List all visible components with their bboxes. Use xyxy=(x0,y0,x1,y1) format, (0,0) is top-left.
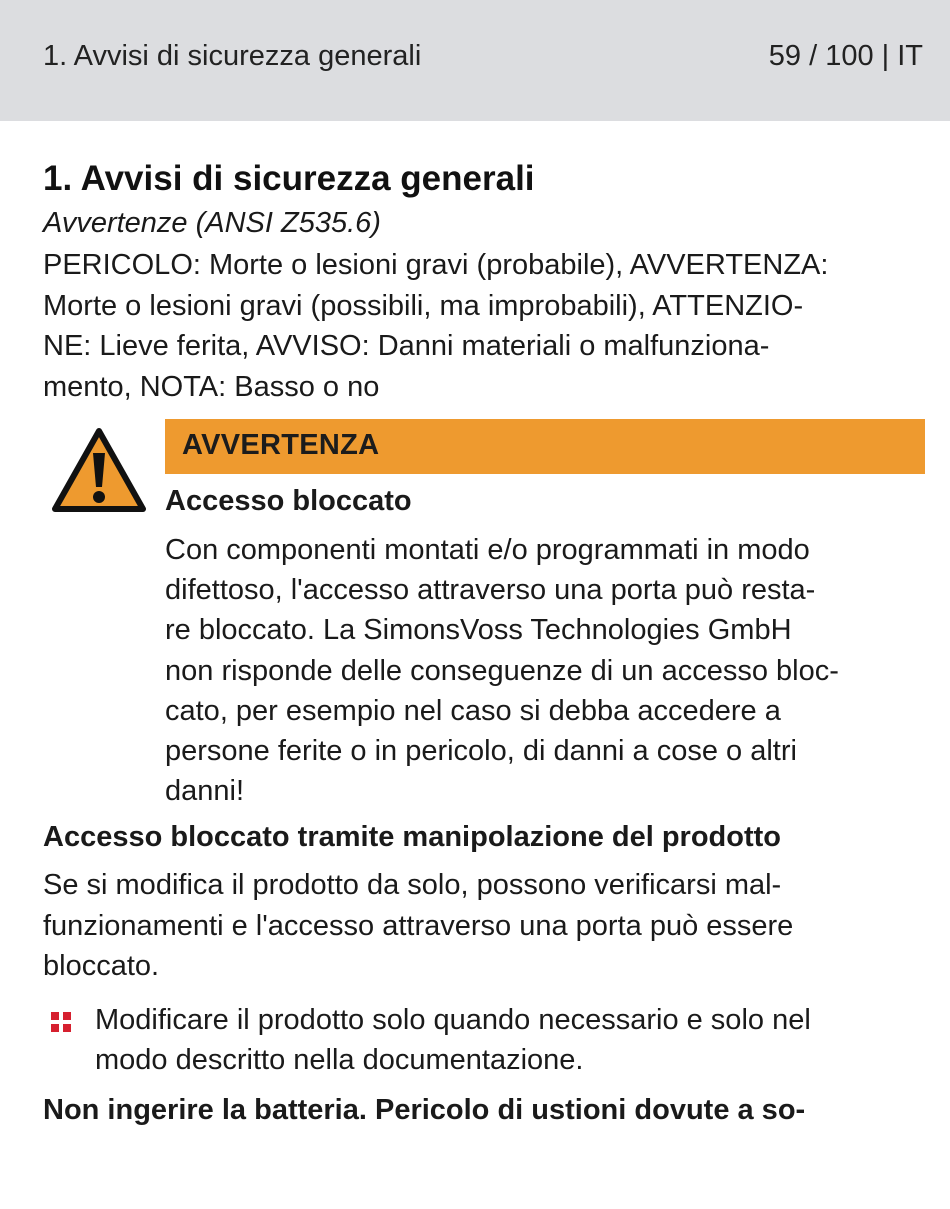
header-section-title: 1. Avvisi di sicurezza generali xyxy=(43,40,422,72)
warning-triangle-icon xyxy=(51,427,147,513)
manipulation-line: Se si modifica il prodotto da solo, possono verificarsi mal- xyxy=(43,869,782,901)
warning-line: non risponde delle conseguenze di un accesso bloc- xyxy=(165,654,839,687)
warning-line: cato, per esempio nel caso si debba accedere a xyxy=(165,694,781,727)
page-header xyxy=(0,0,950,121)
battery-heading: Non ingerire la batteria. Pericolo di ustioni dovute a so- xyxy=(43,1093,806,1126)
warning-body xyxy=(165,530,925,811)
intro-line: Morte o lesioni gravi (possibili, ma improbabili), ATTENZIO- xyxy=(43,289,804,322)
page-content xyxy=(43,155,925,1130)
warning-line: Con componenti montati e/o programmati in modo xyxy=(165,534,810,566)
warning-line: persone ferite o in pericolo, di danni a cose o altri xyxy=(165,735,797,768)
warning-heading: Accesso bloccato xyxy=(165,485,412,517)
red-grid-bullet-icon xyxy=(51,1012,71,1032)
manipulation-body xyxy=(43,865,925,987)
warning-line: danni! xyxy=(165,775,245,808)
subtitle: Avvertenze (ANSI Z535.6) xyxy=(43,207,381,239)
header-page-info: 59 / 100 | IT xyxy=(768,40,923,72)
warning-line: difettoso, l'accesso attraverso una porta può resta- xyxy=(165,574,816,607)
intro-line: PERICOLO: Morte o lesioni gravi (probabile), AVVERTENZA: xyxy=(43,249,829,281)
bullet-line: modo descritto nella documentazione. xyxy=(95,1044,584,1076)
intro-paragraph xyxy=(43,245,925,407)
manipulation-line: bloccato. xyxy=(43,950,160,982)
manipulation-line: funzionamenti e l'accesso attraverso una porta può essere xyxy=(43,909,794,942)
warning-label: AVVERTENZA xyxy=(182,429,380,461)
intro-line: NE: Lieve ferita, AVVISO: Danni materiali o malfunziona- xyxy=(43,330,770,362)
bullet-item xyxy=(43,1000,925,1081)
warning-label-bar xyxy=(165,419,925,474)
intro-line: mento, NOTA: Basso o no xyxy=(43,370,380,403)
warning-line: re bloccato. La SimonsVoss Technologies GmbH xyxy=(165,614,792,647)
bullet-line: Modificare il prodotto solo quando necessario e solo nel xyxy=(95,1003,811,1036)
page-title: 1. Avvisi di sicurezza generali xyxy=(43,159,535,198)
warning-block xyxy=(43,419,925,809)
manipulation-heading: Accesso bloccato tramite manipolazione del prodotto xyxy=(43,821,782,853)
